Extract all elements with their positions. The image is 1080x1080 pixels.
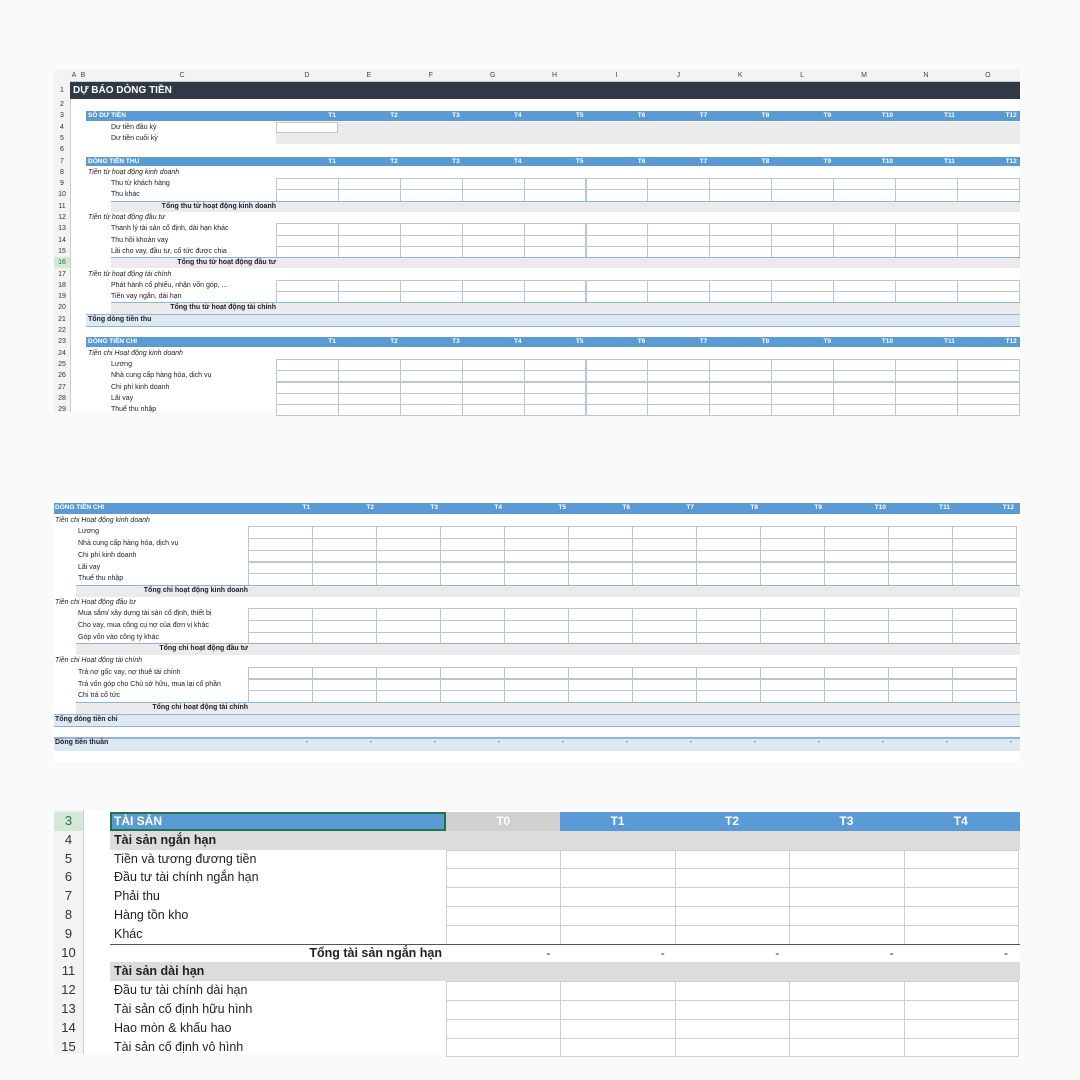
input-cell[interactable] xyxy=(904,925,1019,945)
line-item-label: Thu từ khách hàng xyxy=(111,180,170,188)
month-label: T1 xyxy=(328,157,336,165)
period-label: T3 xyxy=(839,814,854,828)
input-cell[interactable] xyxy=(904,850,1019,870)
line-item-label: Lãi vay xyxy=(111,394,134,402)
column-header-f[interactable]: F xyxy=(428,72,433,79)
month-label: T5 xyxy=(558,504,566,511)
month-label: T5 xyxy=(575,338,584,346)
input-cell[interactable] xyxy=(400,404,463,416)
row-number[interactable]: 11 xyxy=(58,202,66,210)
input-cell[interactable] xyxy=(789,1038,904,1058)
input-cell[interactable] xyxy=(895,404,958,416)
line-item-label: Lương xyxy=(78,528,99,536)
line-item-label: Lãi vay xyxy=(78,563,101,571)
column-header-o[interactable]: O xyxy=(985,72,991,79)
column-header-c[interactable]: C xyxy=(179,72,185,79)
line-item-label: Thuế thu nhập xyxy=(78,575,124,583)
month-label: T6 xyxy=(637,112,646,120)
line-item-label: Nhà cung cấp hàng hóa, dịch vụ xyxy=(111,372,212,380)
line-item-label: Trả nợ gốc vay, nợ thuê tài chính xyxy=(78,668,181,676)
input-cell[interactable] xyxy=(675,887,790,907)
month-label: T7 xyxy=(699,112,708,120)
input-cell[interactable] xyxy=(560,1038,675,1058)
section-shade xyxy=(110,831,1020,850)
month-label: T12 xyxy=(1005,338,1017,346)
row-number[interactable]: 28 xyxy=(58,394,66,402)
section-label: Tiền chi Hoạt động đầu tư xyxy=(55,598,136,606)
line-item-label: Chi trả cổ tức xyxy=(78,692,121,700)
input-cell[interactable] xyxy=(789,850,904,870)
section-header-label: DÒNG TIỀN THU xyxy=(88,157,140,165)
row-number[interactable]: 4 xyxy=(60,123,64,131)
input-cell[interactable] xyxy=(904,868,1019,888)
column-header-e[interactable]: E xyxy=(366,72,372,79)
title-bar xyxy=(70,82,1020,99)
cashflow-forecast-sheet xyxy=(54,70,1020,412)
section-header-label: DÒNG TIỀN CHI xyxy=(88,338,138,346)
line-item-label: Tiền vay ngắn, dài hạn xyxy=(111,293,182,301)
input-cell[interactable] xyxy=(446,1038,561,1058)
input-cell[interactable] xyxy=(709,404,772,416)
month-label: T10 xyxy=(881,112,893,120)
section-label: Tiền từ hoạt động đầu tư xyxy=(88,214,165,221)
period-label: T2 xyxy=(724,814,739,828)
section-label: Tiền chi Hoạt động kinh doanh xyxy=(88,349,183,357)
net-cashflow-value: - xyxy=(561,739,564,746)
input-cell[interactable] xyxy=(904,906,1019,926)
net-cashflow-value: - xyxy=(881,739,884,746)
row-number[interactable]: 12 xyxy=(58,214,66,221)
total-value: - xyxy=(775,945,780,960)
total-value: - xyxy=(660,945,665,960)
input-cell[interactable] xyxy=(675,868,790,888)
input-cell[interactable] xyxy=(789,906,904,926)
line-item-label: Hàng tồn kho xyxy=(114,908,189,922)
input-cell[interactable] xyxy=(789,1000,904,1020)
period-label: T1 xyxy=(610,814,625,828)
row-number[interactable]: 19 xyxy=(58,293,66,301)
total-label: Tổng chi hoạt động kinh doanh xyxy=(143,586,248,594)
month-label: T7 xyxy=(686,504,694,511)
period-label: T4 xyxy=(953,814,968,828)
month-label: T9 xyxy=(823,157,832,165)
month-label: T8 xyxy=(750,504,758,511)
input-cell[interactable] xyxy=(647,404,710,416)
input-cell[interactable] xyxy=(675,1019,790,1039)
line-item-label: Thu hồi khoản vay xyxy=(111,236,169,244)
line-item-label: Phải thu xyxy=(114,889,160,904)
line-item-label: Dư tiền đầu kỳ xyxy=(111,123,157,131)
month-label: T11 xyxy=(939,504,950,511)
month-label: T2 xyxy=(390,338,398,346)
line-item-label: Đầu tư tài chính dài hạn xyxy=(114,983,248,998)
line-item-label: Khác xyxy=(114,926,143,941)
assets-sheet xyxy=(54,810,1020,1054)
assets-header-label: TÀI SẢN xyxy=(114,814,162,828)
input-cell[interactable] xyxy=(446,868,561,888)
input-cell[interactable] xyxy=(446,925,561,945)
input-cell[interactable] xyxy=(771,404,834,416)
column-header-l[interactable]: L xyxy=(800,72,805,79)
month-label: T4 xyxy=(513,338,522,346)
month-label: T12 xyxy=(1005,112,1017,120)
row-number[interactable]: 10 xyxy=(58,191,66,199)
line-item-label: Tài sản cố định vô hình xyxy=(114,1039,244,1054)
column-header-a[interactable]: A xyxy=(71,72,77,79)
month-label: T6 xyxy=(622,504,630,511)
input-cell[interactable] xyxy=(833,404,896,416)
month-label: T11 xyxy=(944,157,955,165)
period-label: T0 xyxy=(496,814,511,828)
month-label: T2 xyxy=(390,157,398,165)
input-cell[interactable] xyxy=(789,887,904,907)
sheet-title: DỰ BÁO DÒNG TIỀN xyxy=(73,85,172,96)
month-label: T12 xyxy=(1005,157,1017,165)
input-cell[interactable] xyxy=(560,981,675,1001)
total-value: - xyxy=(546,945,551,960)
net-cashflow-value: - xyxy=(625,739,628,746)
row-shade xyxy=(276,133,1020,144)
month-label: T8 xyxy=(761,112,770,120)
input-cell[interactable] xyxy=(560,887,675,907)
input-cell[interactable] xyxy=(276,404,339,416)
net-cashflow-value: - xyxy=(753,739,756,746)
row-number[interactable]: 5 xyxy=(60,134,64,142)
month-label: T9 xyxy=(823,112,832,120)
section-header-label: SỐ DƯ TIỀN xyxy=(88,112,126,120)
column-header-n[interactable]: N xyxy=(923,72,929,79)
month-label: T3 xyxy=(452,157,460,165)
input-cell[interactable] xyxy=(462,404,525,416)
section-label: Tài sản ngắn hạn xyxy=(114,832,217,847)
input-cell[interactable] xyxy=(957,404,1020,416)
line-item-label: Tiền và tương đương tiền xyxy=(114,851,257,866)
month-label: T10 xyxy=(874,504,886,511)
net-cashflow-value: - xyxy=(369,739,372,746)
section-header-label: DÒNG TIỀN CHI xyxy=(55,504,105,511)
total-value: - xyxy=(889,945,894,960)
row-number[interactable]: 15 xyxy=(61,1038,76,1054)
column-header-j[interactable]: J xyxy=(676,72,681,79)
section-shade xyxy=(110,962,1020,981)
month-label: T7 xyxy=(699,338,708,346)
row-number[interactable]: 17 xyxy=(58,270,66,278)
input-cell[interactable] xyxy=(560,1019,675,1039)
line-item-label: Thanh lý tài sản cố định, dài hạn khác xyxy=(111,225,229,233)
line-item-label: Lương xyxy=(111,360,132,368)
row-number[interactable]: 18 xyxy=(58,281,66,289)
line-item-label: Mua sắm/ xây dựng tài sản cố định, thiết bị xyxy=(78,610,212,618)
line-item-label: Nhà cung cấp hàng hóa, dịch vụ xyxy=(78,540,179,548)
row-number[interactable]: 7 xyxy=(64,888,73,904)
row-shade xyxy=(338,122,1020,133)
row-number[interactable]: 23 xyxy=(58,338,66,346)
input-cell[interactable] xyxy=(789,981,904,1001)
line-item-label: Trả vốn góp cho Chủ sở hữu, mua lại cổ phần xyxy=(78,680,221,688)
input-cell[interactable] xyxy=(560,850,675,870)
input-cell[interactable] xyxy=(675,906,790,926)
grand-total-shade xyxy=(54,714,1020,728)
net-cashflow-value: - xyxy=(945,739,948,746)
input-cell[interactable] xyxy=(904,1019,1019,1039)
row-number[interactable]: 24 xyxy=(58,349,66,357)
row-number[interactable]: 22 xyxy=(58,327,66,334)
input-cell[interactable] xyxy=(560,906,675,926)
row-number[interactable]: 25 xyxy=(58,360,66,368)
row-number[interactable]: 3 xyxy=(54,812,83,831)
input-cell[interactable] xyxy=(560,868,675,888)
row-number[interactable]: 1 xyxy=(60,87,64,94)
line-item-label: Thu khác xyxy=(111,191,140,199)
month-label: T1 xyxy=(328,112,336,120)
column-header-h[interactable]: H xyxy=(552,72,558,79)
month-label: T4 xyxy=(513,112,522,120)
line-item-label: Phát hành cổ phiếu, nhận vốn góp, ... xyxy=(111,281,228,289)
line-item-label: Thuế thu nhập xyxy=(111,406,157,414)
input-cell[interactable] xyxy=(524,404,587,416)
total-label: Tổng thu từ hoạt động kinh doanh xyxy=(161,202,276,210)
net-cashflow-label: Dòng tiền thuần xyxy=(55,739,109,746)
input-cell[interactable] xyxy=(789,1019,904,1039)
month-label: T2 xyxy=(390,112,398,120)
total-label: Tổng tài sản ngắn hạn xyxy=(309,945,442,960)
input-cell[interactable] xyxy=(904,981,1019,1001)
row-number[interactable]: 20 xyxy=(58,304,66,312)
month-label: T3 xyxy=(430,504,438,511)
input-cell[interactable] xyxy=(446,1019,561,1039)
column-header-g[interactable]: G xyxy=(489,72,496,79)
row-number[interactable]: 10 xyxy=(61,944,76,960)
month-label: T10 xyxy=(881,338,893,346)
row-number[interactable]: 11 xyxy=(61,963,76,979)
row-number[interactable]: 6 xyxy=(60,146,64,154)
line-item-label: Lãi cho vay, đầu tư, cổ tức được chia xyxy=(111,247,227,255)
input-cell[interactable] xyxy=(904,1038,1019,1058)
input-cell[interactable] xyxy=(675,850,790,870)
line-item-label: Tài sản cố định hữu hình xyxy=(114,1002,253,1016)
row-number[interactable]: 14 xyxy=(61,1019,76,1035)
input-cell[interactable] xyxy=(789,925,904,945)
month-label: T11 xyxy=(944,112,955,120)
input-cell[interactable] xyxy=(586,404,649,416)
column-header-k[interactable]: K xyxy=(737,72,743,79)
month-label: T6 xyxy=(637,157,646,165)
input-cell[interactable] xyxy=(338,404,401,416)
input-cell[interactable] xyxy=(904,1000,1019,1020)
row-number[interactable]: 6 xyxy=(64,869,73,885)
line-item-label: Đầu tư tài chính ngắn hạn xyxy=(114,870,259,885)
month-label: T11 xyxy=(944,338,955,346)
month-label: T3 xyxy=(452,338,460,346)
input-cell[interactable] xyxy=(675,1000,790,1020)
month-label: T4 xyxy=(494,504,502,511)
total-label: Tổng thu từ hoạt động tài chính xyxy=(170,304,276,312)
input-cell[interactable] xyxy=(446,906,561,926)
row-number[interactable]: 12 xyxy=(61,982,76,998)
row-number[interactable]: 16 xyxy=(54,257,70,268)
total-label: Tổng chi hoạt động đầu tư xyxy=(159,645,248,653)
section-label: Tiền từ hoạt động tài chính xyxy=(88,270,172,278)
month-label: T7 xyxy=(699,157,708,165)
month-label: T9 xyxy=(823,338,832,346)
row-number[interactable]: 9 xyxy=(60,180,64,188)
month-label: T1 xyxy=(328,338,336,346)
input-cell[interactable] xyxy=(446,1000,561,1020)
month-label: T2 xyxy=(366,504,374,511)
input-cell[interactable] xyxy=(904,887,1019,907)
input-cell[interactable] xyxy=(446,887,561,907)
input-cell[interactable] xyxy=(446,981,561,1001)
row-number[interactable]: 13 xyxy=(58,225,66,233)
line-item-label: Hao mòn & khấu hao xyxy=(114,1020,232,1035)
cash-outflow-sheet xyxy=(54,500,1020,762)
column-header-d[interactable]: D xyxy=(304,72,310,79)
line-item-label: Chi phí kinh doanh xyxy=(111,383,170,391)
section-label: Tiền chi Hoạt động tài chính xyxy=(55,657,143,665)
opening-balance-cell[interactable] xyxy=(276,122,338,133)
month-label: T12 xyxy=(1002,504,1014,511)
total-label: Tổng chi hoạt động tài chính xyxy=(152,703,248,711)
input-cell[interactable] xyxy=(789,868,904,888)
line-item-label: Góp vốn vào công ty khác xyxy=(78,633,159,641)
column-header-m[interactable]: M xyxy=(861,72,867,79)
month-label: T9 xyxy=(814,504,822,511)
row-number[interactable]: 2 xyxy=(60,101,64,108)
row-number[interactable]: 4 xyxy=(64,831,73,847)
row-number[interactable]: 9 xyxy=(64,925,73,941)
input-cell[interactable] xyxy=(675,925,790,945)
column-header-i[interactable]: I xyxy=(615,72,618,79)
column-header-b[interactable]: B xyxy=(80,72,86,79)
total-value: - xyxy=(1003,945,1008,960)
net-cashflow-value: - xyxy=(305,739,308,746)
row-number[interactable]: 7 xyxy=(60,157,64,165)
net-cashflow-value: - xyxy=(1009,739,1012,746)
line-item-label: Dư tiền cuối kỳ xyxy=(111,134,158,142)
line-item-label: Chi phí kinh doanh xyxy=(78,551,137,559)
month-label: T1 xyxy=(302,504,310,511)
month-label: T5 xyxy=(575,157,584,165)
grand-total-shade xyxy=(86,314,1020,327)
month-label: T3 xyxy=(452,112,460,120)
net-cashflow-value: - xyxy=(689,739,692,746)
input-cell[interactable] xyxy=(560,1000,675,1020)
row-number[interactable]: 29 xyxy=(58,406,66,414)
row-number[interactable]: 15 xyxy=(58,247,66,255)
row-number[interactable]: 13 xyxy=(61,1001,76,1016)
row-number[interactable]: 27 xyxy=(58,383,66,391)
input-cell[interactable] xyxy=(446,850,561,870)
net-cashflow-value: - xyxy=(433,739,436,746)
input-cell[interactable] xyxy=(675,1038,790,1058)
row-number[interactable]: 8 xyxy=(60,168,64,176)
month-label: T8 xyxy=(761,338,770,346)
month-label: T5 xyxy=(575,112,584,120)
row-number[interactable]: 3 xyxy=(60,112,64,120)
section-label: Tiền từ hoạt động kinh doanh xyxy=(88,168,180,176)
month-label: T6 xyxy=(637,338,646,346)
input-cell[interactable] xyxy=(560,925,675,945)
row-number[interactable]: 5 xyxy=(64,850,73,866)
row-number[interactable]: 26 xyxy=(58,372,66,380)
month-label: T4 xyxy=(513,157,522,165)
net-cashflow-value: - xyxy=(817,739,820,746)
month-label: T10 xyxy=(881,157,893,165)
input-cell[interactable] xyxy=(675,981,790,1001)
section-label: Tiền chi Hoạt động kinh doanh xyxy=(55,516,150,524)
grand-total-label: Tổng dòng tiền thu xyxy=(88,315,152,323)
net-cashflow-value: - xyxy=(497,739,500,746)
row-number[interactable]: 21 xyxy=(58,315,66,323)
total-label: Tổng thu từ hoạt động đầu tư xyxy=(177,259,276,267)
row-number[interactable]: 8 xyxy=(64,907,73,922)
row-number[interactable]: 14 xyxy=(58,236,66,244)
month-label: T8 xyxy=(761,157,770,165)
grand-total-label: Tổng dòng tiền chi xyxy=(55,715,118,723)
line-item-label: Cho vay, mua công cụ nợ của đơn vị khác xyxy=(78,622,209,629)
section-label: Tài sản dài hạn xyxy=(114,964,205,979)
